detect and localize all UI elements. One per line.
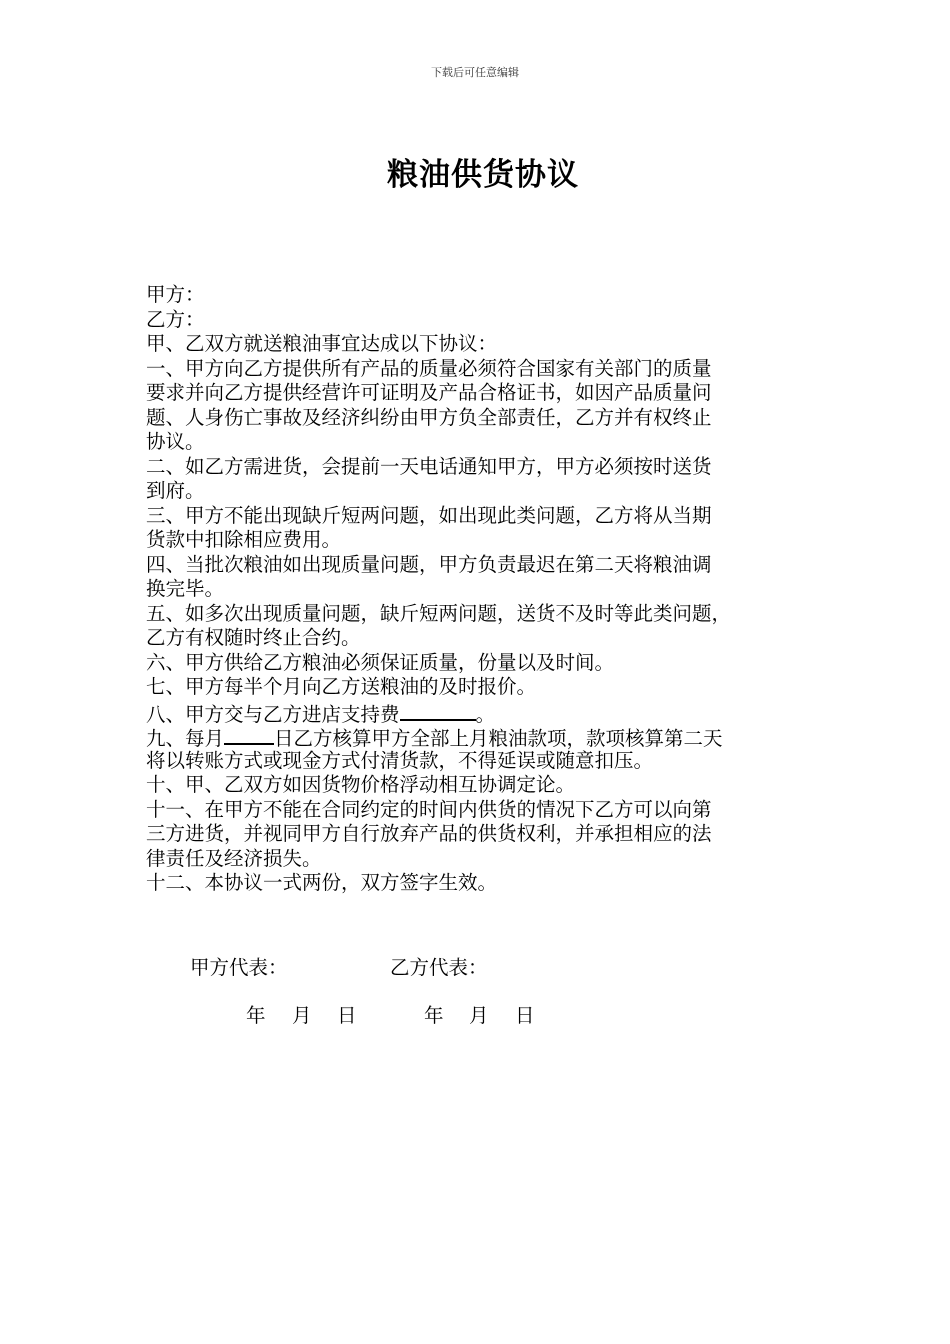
clause-1-line-1: 一、甲方向乙方提供所有产品的质量必须符合国家有关部门的质量 [146,356,712,380]
clause-8 [146,700,836,725]
party-b-month: 月 [469,1004,489,1027]
clause-3-line-2: 货款中扣除相应费用。 [146,528,342,551]
clause-9-line-2: 将以转账方式或现金方式付清货款，不得延误或随意扣压。 [146,748,654,772]
party-a-representative: 甲方代表： [190,956,288,979]
clause-4-line-2: 换完毕。 [146,577,225,600]
document-title: 粮油供货协议 [387,157,579,193]
clause-3-line-1: 三、甲方不能出现缺斤短两问题，如出现此类问题，乙方将从当期 [146,503,712,527]
clause-9-text-b: 日乙方核算甲方全部上月粮油款项，款项核算第二天 [274,727,723,750]
party-a-year: 年 [246,1004,266,1027]
clause-11-line-3: 律责任及经济损失。 [146,846,322,870]
party-b-year: 年 [424,1004,444,1027]
clause-4-line-1: 四、当批次粮油如出现质量问题，甲方负责最迟在第二天将粮油调 [146,552,712,576]
party-a-line: 甲方： [146,283,205,306]
day-blank-field[interactable] [224,724,274,745]
clause-9-line-1 [146,724,836,749]
clause-2-line-2: 到府。 [146,479,205,502]
clause-9-text-a: 九、每月 [146,727,225,750]
header-note: 下载后可任意编辑 [431,66,519,79]
party-a-month: 月 [292,1004,312,1027]
clause-12: 十二、本协议一式两份，双方签字生效。 [146,871,498,894]
clause-1-line-2: 要求并向乙方提供经营许可证明及产品合格证书，如因产品质量问 [146,381,712,404]
clause-2-line-1: 二、如乙方需进货，会提前一天电话通知甲方，甲方必须按时送货 [146,454,712,478]
clause-11-line-2: 三方进货，并视同甲方自行放弃产品的供货权利，并承担相应的法 [146,822,712,845]
clause-8-end: 。 [475,702,496,726]
clause-6: 六、甲方供给乙方粮油必须保证质量，份量以及时间。 [146,650,615,674]
clause-1-line-3: 题、人身伤亡事故及经济纠纷由甲方负全部责任，乙方并有权终止 [146,405,712,429]
clause-1-line-4: 协议。 [146,430,205,453]
agreement-body [146,283,836,896]
party-a-day: 日 [337,1004,357,1027]
clause-8-text: 八、甲方交与乙方进店支持费 [146,702,400,726]
party-b-representative: 乙方代表： [390,956,488,979]
agreement-intro: 甲、乙双方就送粮油事宜达成以下协议： [146,332,498,355]
party-b-day: 日 [515,1004,535,1027]
clause-5-line-2: 乙方有权随时终止合约。 [146,626,361,649]
clause-11-line-1: 十一、在甲方不能在合同约定的时间内供货的情况下乙方可以向第 [146,797,712,821]
clause-10: 十、甲、乙双方如因货物价格浮动相互协调定论。 [146,773,576,796]
clause-7: 七、甲方每半个月向乙方送粮油的及时报价。 [146,675,537,698]
fee-blank-field[interactable] [400,700,476,721]
party-b-line: 乙方： [146,307,205,331]
clause-5-line-1: 五、如多次出现质量问题，缺斤短两问题，送货不及时等此类问题， [146,601,732,625]
